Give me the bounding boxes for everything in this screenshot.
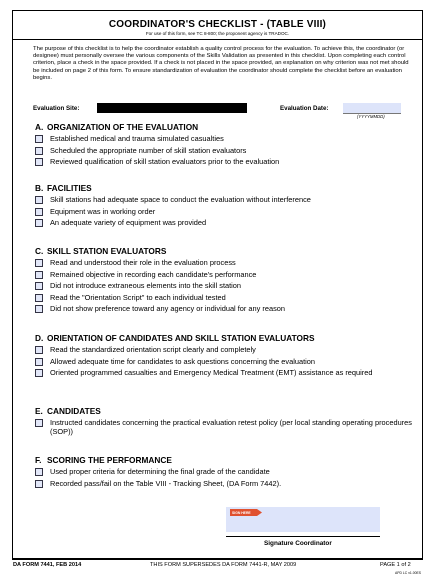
- evaluation-date-field[interactable]: [343, 103, 401, 114]
- footer-divider: [12, 559, 423, 560]
- checklist-item-text: Read the "Orientation Script" to each individual tested: [50, 292, 226, 302]
- checklist-item-text: Oriented programmed casualties and Emergency Medical Treatment (EMT) assistance as required: [50, 368, 373, 378]
- section-heading: [35, 122, 415, 132]
- checklist-item-text: Established medical and trauma simulated casualties: [50, 134, 224, 144]
- checkbox[interactable]: [35, 346, 43, 354]
- checklist-item: [35, 146, 415, 155]
- section-title: ORGANIZATION OF THE EVALUATION: [47, 122, 199, 132]
- checkbox[interactable]: [35, 358, 43, 366]
- signature-line: [226, 536, 380, 537]
- form-number: DA FORM 7441, FEB 2014: [13, 562, 82, 568]
- checklist-item: [35, 195, 415, 204]
- checklist-item: [35, 467, 415, 476]
- checkbox[interactable]: [35, 294, 43, 302]
- checklist-item: [35, 207, 415, 216]
- version-code: APD LC v1.00ES: [395, 571, 422, 575]
- checklist-item-text: Remained objective in recording each candidate's performance: [50, 269, 257, 279]
- checkbox[interactable]: [35, 282, 43, 290]
- section-heading: [35, 406, 415, 416]
- checkbox[interactable]: [35, 196, 43, 204]
- evaluation-date-label: Evaluation Date:: [280, 105, 329, 112]
- page-number: PAGE 1 of 2: [380, 562, 411, 568]
- section-title: SCORING THE PERFORMANCE: [47, 455, 172, 465]
- evaluation-info-row: [33, 103, 413, 119]
- checkbox[interactable]: [35, 135, 43, 143]
- checkbox[interactable]: [35, 208, 43, 216]
- checklist-item: [35, 281, 415, 290]
- sign-here-tag-icon: [230, 509, 262, 516]
- checkbox[interactable]: [35, 419, 43, 427]
- checklist-item: [35, 345, 415, 354]
- checkbox[interactable]: [35, 147, 43, 155]
- checklist-item: [35, 304, 415, 313]
- form-title: COORDINATOR'S CHECKLIST - (TABLE VIII): [108, 19, 327, 30]
- date-format-hint: (YYYYMMDD): [357, 114, 385, 119]
- section-a: [35, 122, 415, 166]
- section-title: SKILL STATION EVALUATORS: [47, 246, 167, 256]
- checklist-item: [35, 368, 415, 377]
- supersedes-note: THIS FORM SUPERSEDES DA FORM 7441-R, MAY 2009: [150, 562, 297, 568]
- checklist-item: [35, 270, 415, 279]
- checkbox[interactable]: [35, 259, 43, 267]
- divider: [12, 39, 423, 40]
- sign-here-text: SIGN HERE: [232, 511, 251, 515]
- evaluation-site-field[interactable]: [97, 103, 247, 113]
- section-letter: A.: [35, 122, 44, 132]
- checkbox[interactable]: [35, 219, 43, 227]
- checklist-item-text: An adequate variety of equipment was provided: [50, 218, 207, 228]
- checklist-item-text: Skill stations had adequate space to conduct the evaluation without interference: [50, 195, 311, 205]
- section-b: [35, 183, 415, 227]
- checkbox[interactable]: [35, 369, 43, 377]
- checkbox[interactable]: [35, 480, 43, 488]
- section-c: [35, 246, 415, 313]
- evaluation-site-label: Evaluation Site:: [33, 105, 80, 112]
- checkbox[interactable]: [35, 158, 43, 166]
- section-letter: E.: [35, 406, 43, 416]
- checklist-item-text: Reviewed qualification of skill station evaluators prior to the evaluation: [50, 157, 280, 167]
- checklist-item: [35, 357, 415, 366]
- checkbox[interactable]: [35, 271, 43, 279]
- section-title: CANDIDATES: [47, 406, 101, 416]
- checkbox[interactable]: [35, 305, 43, 313]
- checklist-item: [35, 418, 415, 436]
- section-letter: F.: [35, 455, 42, 465]
- section-heading: [35, 183, 415, 193]
- checklist-item-text: Scheduled the appropriate number of skill station evaluators: [50, 145, 247, 155]
- section-title: FACILITIES: [47, 183, 92, 193]
- checklist-item-text: Did not introduce extraneous elements into the skill station: [50, 281, 242, 291]
- checklist-item: [35, 218, 415, 227]
- checklist-item-text: Allowed adequate time for candidates to ask questions concerning the evaluation: [50, 356, 316, 366]
- checklist-item: [35, 479, 415, 488]
- section-title: ORIENTATION OF CANDIDATES AND SKILL STATION EVALUATORS: [47, 333, 315, 343]
- checklist-item: [35, 134, 415, 143]
- checklist-item-text: Did not show preference toward any agency or individual for any reason: [50, 303, 285, 313]
- section-letter: B.: [35, 183, 44, 193]
- intro-text: The purpose of this checklist is to help the coordinator establish a quality control process for the evaluation. To achieve this, the coordinator (or designee) must personally oversee the various components of the Skills Validation as presented in this checklist. Upon completing each control criterion, place a check in the space provided. If a check is not placed in the space provided, an explanation on why criterion was not met should be included on page 2 of this form. To ensure standardization of evaluation the coordinator should complete the checklist before an evaluation begins.: [33, 46, 409, 81]
- section-letter: D.: [35, 333, 44, 343]
- section-heading: [35, 333, 415, 343]
- checklist-item-text: Equipment was in working order: [50, 206, 156, 216]
- checklist-item-text: Read and understood their role in the evaluation process: [50, 258, 236, 268]
- checklist-item: [35, 293, 415, 302]
- form-subtitle: For use of this form, see TC 8-800; the proponent agency is TRADOC.: [145, 31, 290, 36]
- section-e: [35, 406, 415, 436]
- checkbox[interactable]: [35, 468, 43, 476]
- section-f: [35, 455, 415, 488]
- section-heading: [35, 246, 415, 256]
- checklist-item-text: Instructed candidates concerning the practical evaluation retest policy (per local standing operating procedures (SOP)): [50, 418, 412, 437]
- signature-label: Signature Coordinator: [264, 540, 332, 547]
- section-heading: [35, 455, 415, 465]
- checklist-item-text: Used proper criteria for determining the final grade of the candidate: [50, 467, 270, 477]
- section-d: [35, 333, 415, 377]
- section-letter: C.: [35, 246, 44, 256]
- checklist-item-text: Recorded pass/fail on the Table VIII - Tracking Sheet, (DA Form 7442).: [50, 478, 282, 488]
- checklist-item: [35, 258, 415, 267]
- checklist-item-text: Read the standardized orientation script clearly and completely: [50, 345, 256, 355]
- checklist-item: [35, 157, 415, 166]
